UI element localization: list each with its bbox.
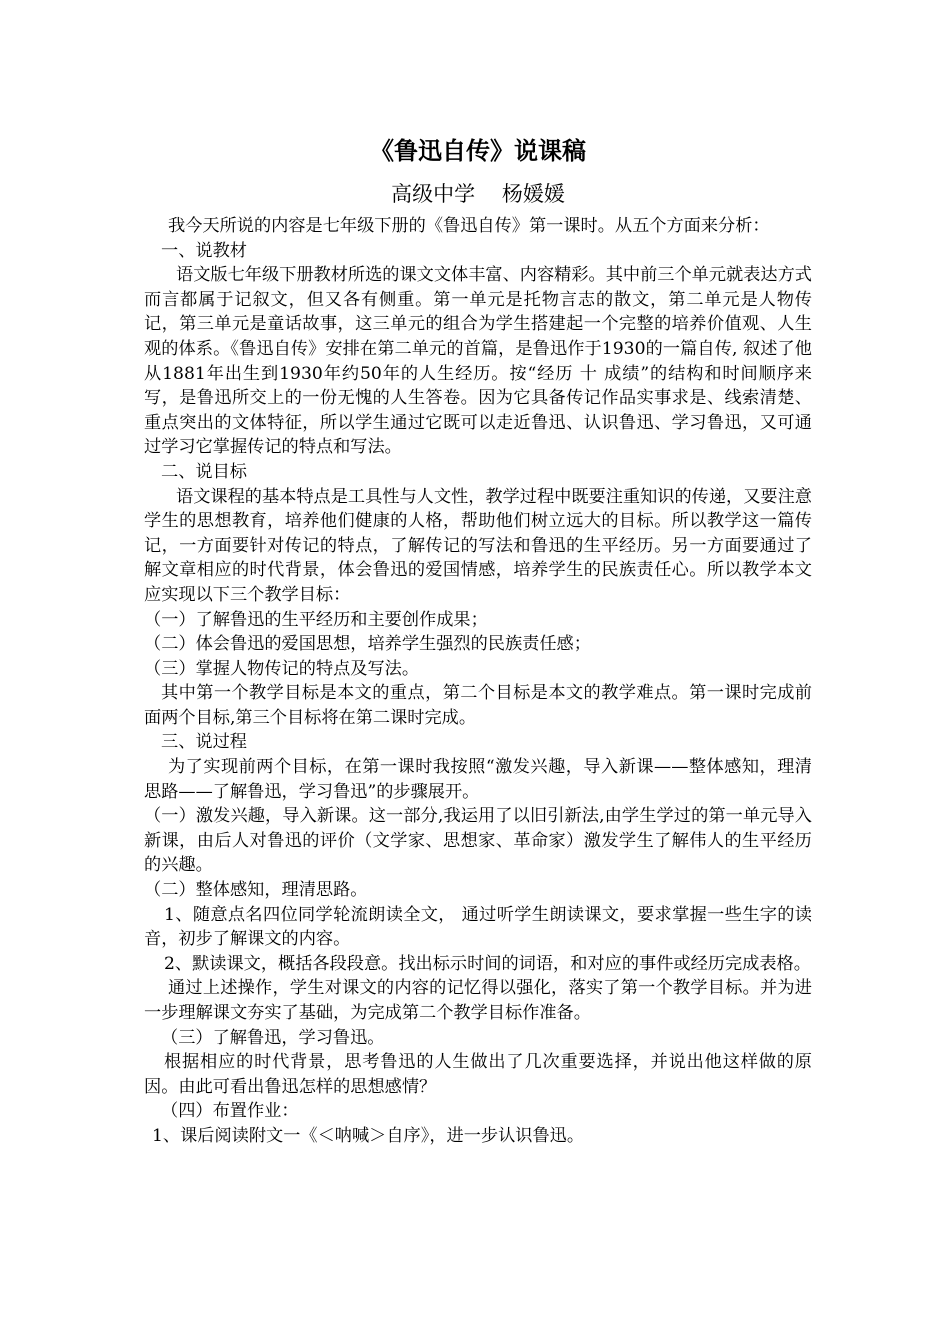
section-heading-objectives: 二、说目标 <box>161 461 247 482</box>
objective-item-2: （二）体会鲁迅的爱国思想，培养学生强烈的民族责任感； <box>144 634 591 655</box>
section-heading-textbook: 一、说教材 <box>161 240 247 261</box>
objectives-paragraph: 语文课程的基本特点是工具性与人文性，教学过程中既要注重知识的传递，又要注意学生的思想教育，培养他们健康的人格，帮助他们树立远大的目标。所以教学这一篇传记，一方面要针对传记的特点，了解传记的写法和鲁迅的生平经历。另一方面要通过了解文章相应的时代背景，体会鲁迅的爱国情感，培养学生的民族责任心。所以教学本文应实现以下三个教学目标： <box>144 486 812 605</box>
textbook-paragraph: 语文版七年级下册教材所选的课文文体丰富、内容精彩。其中前三个单元就表达方式而言都属于记叙文，但又各有侧重。第一单元是托物言志的散文，第二单元是人物传记，第三单元是童话故事，这三单元的组合为学生搭建起一个完整的培养价值观、人生观的体系。《鲁迅自传》安排在第二单元的首篇，是鲁迅作于1930的一篇自传, 叙述了他从1881年出生到1930年约50年的人生经历。按“经历 十 成绩”的结构和时间顺序来写，是鲁迅所交上的一份无愧的人生答卷。因为它具备传记作品实事求是、线索清楚、重点突出的文体特征，所以学生通过它既可以走近鲁迅、认识鲁迅、学习鲁迅，又可通过学习它掌握传记的特点和写法。 <box>144 265 812 458</box>
process-step-3-heading: （三）了解鲁迅，学习鲁迅。 <box>161 1027 385 1048</box>
process-step-3-paragraph: 根据相应的时代背景，思考鲁迅的人生做出了几次重要选择，并说出他这样做的原因。由此可看出鲁迅怎样的思想感情？ <box>144 1052 812 1097</box>
homework-item-1: 1、课后阅读附文一《＜呐喊＞自序》，进一步认识鲁迅。 <box>152 1125 585 1146</box>
objective-item-3: （三）掌握人物传记的特点及写法。 <box>144 658 420 679</box>
process-intro-paragraph: 为了实现前两个目标，在第一课时我按照“激发兴趣，导入新课——整体感知，理清思路——了解鲁迅，学习鲁迅”的步骤展开。 <box>144 757 812 802</box>
process-step-2-item-1: 1、随意点名四位同学轮流朗读全文， 通过听学生朗读课文，要求掌握一些生字的读音，初步了解课文的内容。 <box>144 904 812 950</box>
process-step-2-summary: 通过上述操作，学生对课文的内容的记忆得以强化，落实了第一个教学目标。并为进一步理解课文夯实了基础，为完成第二个教学目标作准备。 <box>144 978 812 1023</box>
author-byline: 高级中学 杨媛媛 <box>391 182 565 206</box>
objectives-summary-paragraph: 其中第一个教学目标是本文的重点，第二个目标是本文的教学难点。第一课时完成前面两个目标,第三个目标将在第二课时完成。 <box>144 683 812 728</box>
section-heading-process: 三、说过程 <box>161 732 247 753</box>
process-step-4-heading: （四）布置作业： <box>161 1101 299 1122</box>
process-step-1: （一）激发兴趣，导入新课。这一部分,我运用了以旧引新法,由学生学过的第一单元导入新课，由后人对鲁迅的评价（文学家、思想家、革命家）激发学生了解伟人的生平经历的兴趣。 <box>144 806 812 876</box>
document-body <box>144 128 812 1149</box>
process-step-2-heading: （二）整体感知，理清思路。 <box>144 880 368 901</box>
process-step-2-item-2: 2、默读课文，概括各段段意。找出标示时间的词语，和对应的事件或经历完成表格。 <box>164 953 811 974</box>
document-title: 《鲁迅自传》说课稿 <box>370 136 586 165</box>
objective-item-1: （一）了解鲁迅的生平经历和主要创作成果； <box>144 609 488 630</box>
intro-paragraph: 我今天所说的内容是七年级下册的《鲁迅自传》第一课时。从五个方面来分析： <box>168 216 770 236</box>
